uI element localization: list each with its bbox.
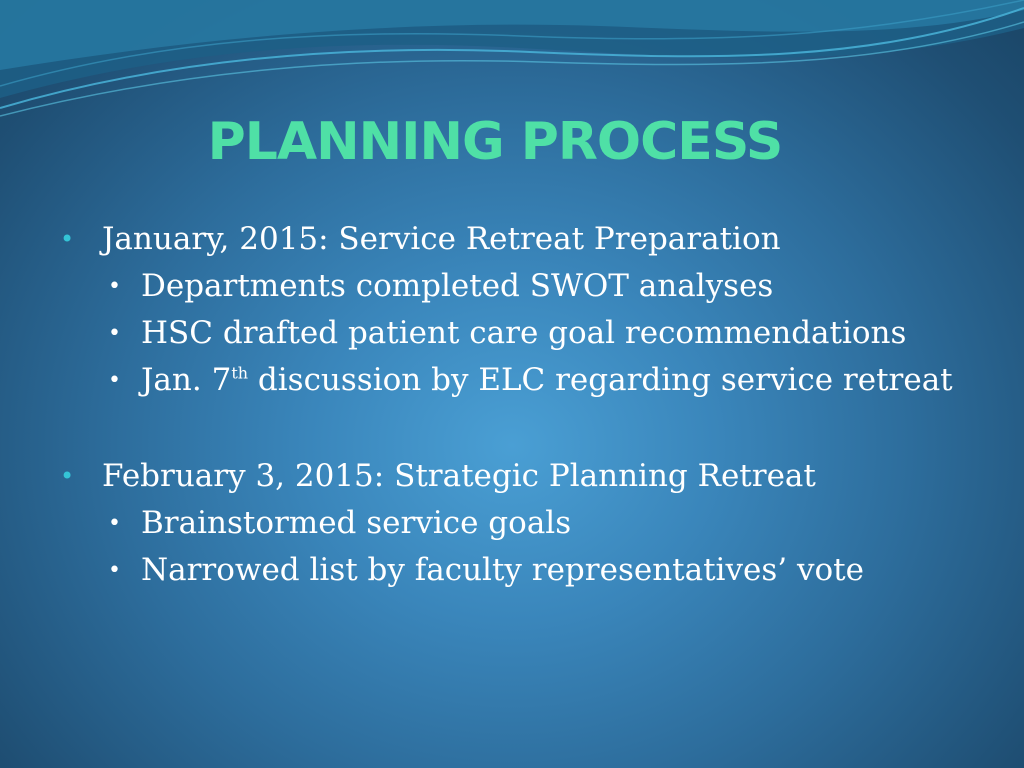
- section-heading: February 3, 2015: Strategic Planning Retreat: [102, 458, 816, 494]
- list-item-section-1: [60, 218, 980, 260]
- bullet-dot-icon: •: [108, 321, 121, 346]
- list-item: [60, 360, 980, 401]
- wave-decoration: [0, 0, 1024, 130]
- list-item-text: HSC drafted patient care goal recommendations: [141, 315, 907, 351]
- list-item-text-prefix: Jan. 7: [141, 362, 232, 398]
- list-item: [60, 550, 980, 591]
- bullet-dot-icon: •: [108, 511, 121, 536]
- ordinal-suffix: th: [231, 363, 249, 383]
- list-item-section-2: [60, 455, 980, 497]
- list-item: [60, 313, 980, 354]
- slide-title: PLANNING PROCESS: [207, 112, 783, 172]
- bullet-dot-icon: •: [108, 274, 121, 299]
- spacer: [60, 401, 980, 455]
- list-item-text: Brainstormed service goals: [141, 505, 572, 541]
- list-item-text: Narrowed list by faculty representatives’ vote: [141, 552, 864, 588]
- list-item-text: Departments completed SWOT analyses: [141, 268, 774, 304]
- bullet-dot-icon: •: [60, 462, 75, 490]
- list-item: [60, 266, 980, 307]
- section-heading: January, 2015: Service Retreat Preparation: [102, 221, 781, 257]
- list-item-text-suffix: discussion by ELC regarding service retreat: [248, 362, 953, 398]
- list-item: [60, 503, 980, 544]
- bullet-dot-icon: •: [108, 368, 121, 393]
- bullet-list: [60, 218, 980, 591]
- bullet-dot-icon: •: [60, 225, 75, 253]
- bullet-dot-icon: •: [108, 558, 121, 583]
